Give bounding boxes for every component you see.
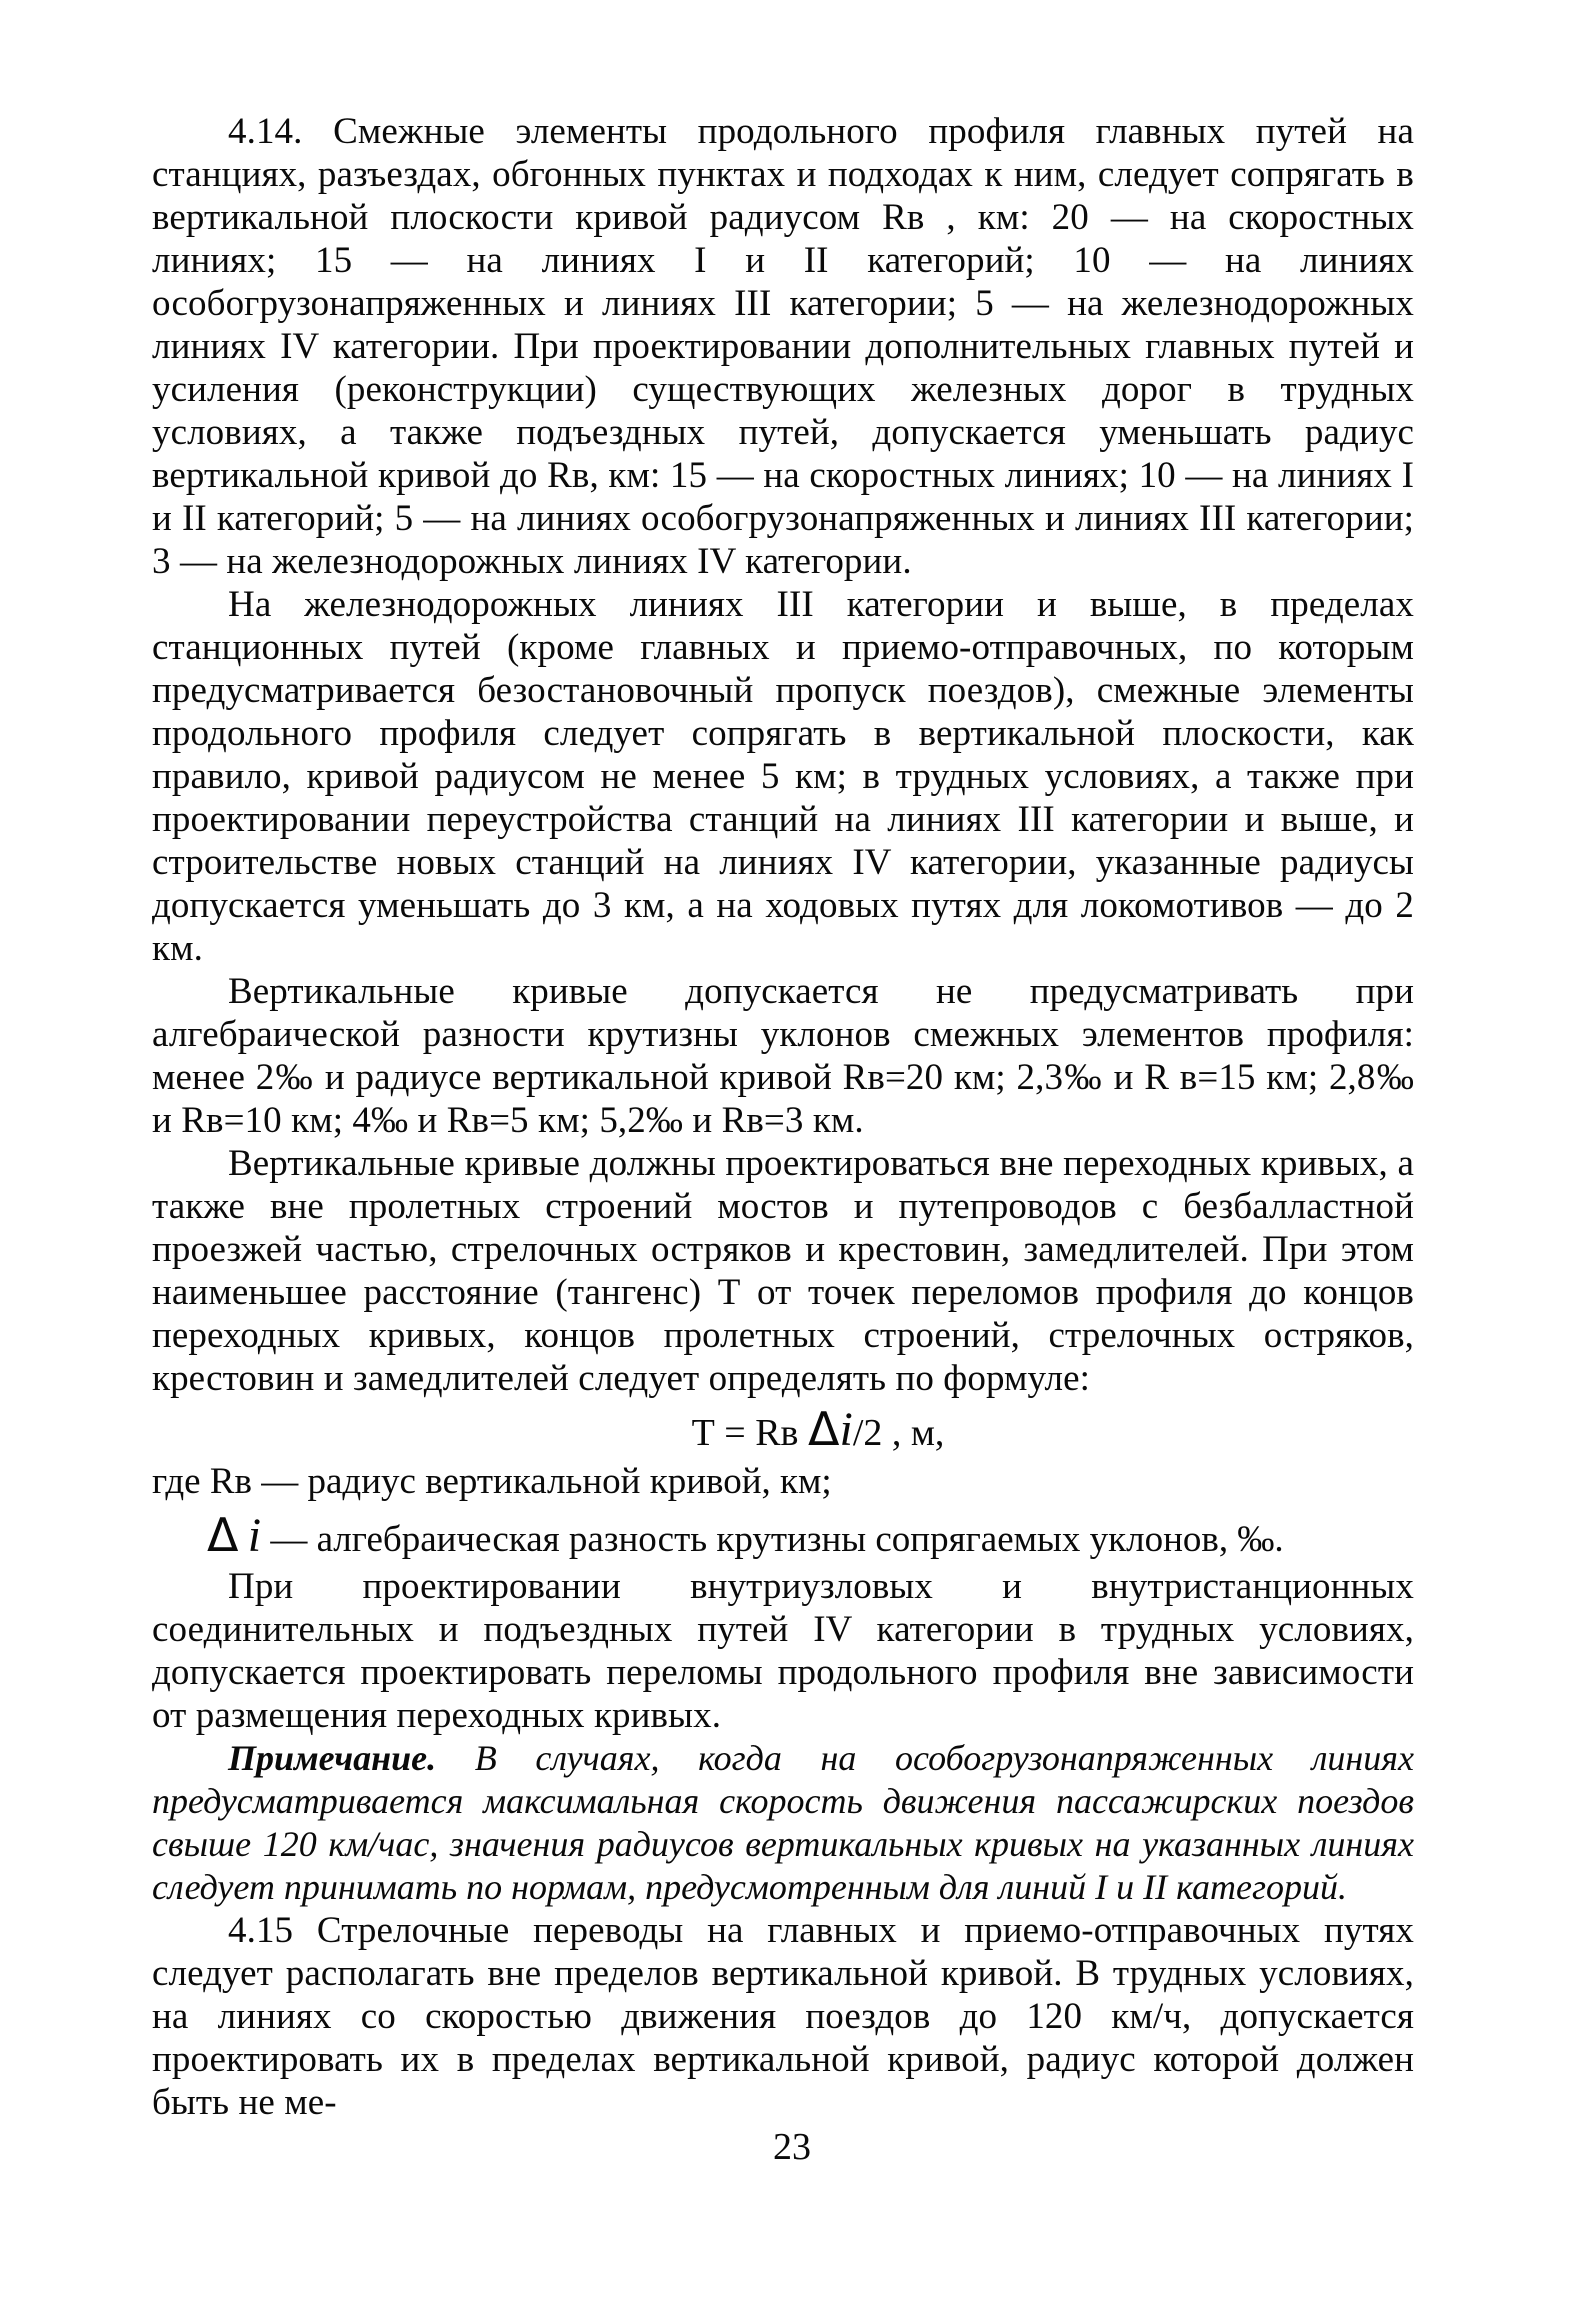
paragraph-4-15: 4.15 Стрелочные переводы на главных и приемо-отправочных путях следует располагать вне пределов вертикальной кривой. В трудных условиях, на линиях со скоростью движения поездов до 120 км/ч, допускается проектировать их в пределах вертикальной кривой, радиус которой должен быть не ме- (152, 1910, 1414, 2123)
formula-delta-symbol: Δ (808, 1402, 840, 1456)
paragraph-station-tracks: На железнодорожных линиях III категории и выше, в пределах станционных путей (кроме главных и приемо-отправочных, по которым предусматривается безостановочный пропуск поездов), смежные элементы продольного профиля следует сопрягать в вертикальной плоскости, как правило, кривой радиусом не менее 5 км; в трудных условиях, а также при проектировании переустройства станций на линиях III категории и выше, и строительстве новых станций на линиях IV категории, указанные радиусы допускается уменьшать до 3 км, а на ходовых путях для локомотивов — до 2 км. (152, 584, 1414, 969)
paragraph-internal-tracks: При проектировании внутриузловых и внутристанционных соединительных и подъездных путей IV категории в трудных условиях, допускается проектировать переломы продольного профиля вне зависимости от размещения переходных кривых. (152, 1566, 1414, 1736)
paragraph-vertical-curves-placement: Вертикальные кривые должны проектироваться вне переходных кривых, а также вне пролетных строений мостов и путепроводов с безбалластной проезжей частью, стрелочных остряков и крестовин, замедлителей. При этом наименьшее расстояние (тангенс) Т от точек переломов профиля до концов переходных кривых, концов пролетных строений, стрелочных остряков, крестовин и замедлителей следует определять по формуле: (152, 1143, 1414, 1399)
definition-delta-i (207, 1510, 1414, 1565)
tangent-formula (152, 1404, 1414, 1458)
note-text: В случаях, когда на особогрузонапряженных линиях предусматривается максимальная скорость движения пассажирских поездов свыше 120 км/час, значения радиусов вертикальных кривых на указанных линиях следует принимать по нормам, предусмотренным для линий I и II категорий. (152, 1738, 1414, 1907)
paragraph-4-14: 4.14. Смежные элементы продольного профиля главных путей на станциях, разъездах, обгонных пунктах и подходах к ним, следует сопрягать в вертикальной плоскости кривой радиусом Rв , км: 20 — на скоростных линиях; 15 — на линиях I и II категорий; 10 — на линиях особогрузонапряженных и линиях III категории; 5 — на железнодорожных линиях IV категории. При проектировании дополнительных главных путей и усиления (реконструкции) существующих железных дорог в трудных условиях, а также подъездных путей, допускается уменьшать радиус вертикальной кривой до Rв, км: 15 — на скоростных линиях; 10 — на линиях I и II категорий; 5 — на линиях особогрузонапряженных и линиях III категории; 3 — на железнодорожных линиях IV категории. (152, 111, 1414, 582)
note (152, 1737, 1414, 1909)
note-label: Примечание. (228, 1738, 437, 1778)
formula-lhs: Т = Rв (691, 1412, 799, 1454)
definition-delta-i-text: — алгебраическая разность крутизны сопрягаемых уклонов, ‰. (261, 1519, 1284, 1560)
formula-i-variable: i (839, 1403, 853, 1456)
definition-rv: где Rв — радиус вертикальной кривой, км; (152, 1461, 832, 1502)
definition-delta-symbol: Δ (207, 1508, 239, 1562)
definition-i-variable: i (247, 1509, 262, 1562)
paragraph-vertical-curves-not-required: Вертикальные кривые допускается не предусматривать при алгебраической разности крутизны уклонов смежных элементов профиля: менее 2‰ и радиусе вертикальной кривой Rв=20 км; 2,3‰ и R в=15 км; 2,8‰ и Rв=10 км; 4‰ и Rв=5 км; 5,2‰ и Rв=3 км. (152, 971, 1414, 1141)
document-page (152, 110, 1414, 2124)
page-number: 23 (773, 2126, 811, 2168)
formula-rhs: /2 , м, (852, 1412, 945, 1454)
